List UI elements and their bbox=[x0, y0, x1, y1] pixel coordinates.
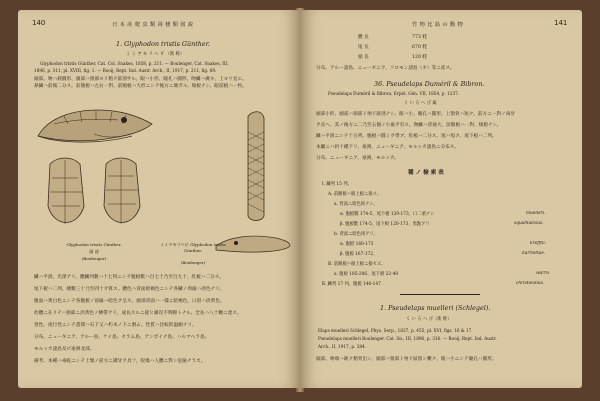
right-body-line-0: 頭部小形、頭部ハ頸部ト殆ド區別ナシ。眼ハ小、瞳孔ハ圓形。上顎骨ハ短ク、前方ニ一對ノ毒牙 bbox=[316, 112, 516, 117]
fig-caption-left-credit: (Boulenger) bbox=[81, 256, 107, 261]
left-synonymy-2: 1896, p. 311, pl. XVIII, fig. 1. — Rooij, Rept. Ind. Austr. Arch., II, 1917, p. 211, fig. 89. bbox=[34, 68, 217, 73]
measure-value-1: 670 粍 bbox=[412, 45, 428, 50]
key-species-10: christieanus. bbox=[516, 281, 545, 286]
right-genus-jp-name: く い ろ へ び 属 bbox=[404, 101, 437, 106]
species2-synonymy-0: Elaps muelleri Schlegel, Phys. Serp., 1837, p. 455, pl. XVI, figs. 16 & 17. bbox=[318, 328, 473, 333]
measure-label-1: 尾 長 bbox=[358, 45, 369, 50]
left-page-number: 140 bbox=[32, 19, 46, 27]
species2-synonymy-2: Arch., II, 1917, p. 284. bbox=[318, 344, 367, 349]
fig-caption-left-sub: 頭 部 bbox=[89, 249, 99, 254]
key-line-4: β. 腹板數 174-5、尾下板 120-173、黒點アリ bbox=[340, 222, 430, 227]
species2-synonymy-1: Pseudelaps muelleri Boulenger, Cat. Sn., III, 1896, p. 316. — Rooij, Rept. Ind. Austr. bbox=[318, 336, 497, 341]
key-line-10: Ⅱ. 鱗列 17 列。腹板 140-147 bbox=[322, 282, 381, 287]
left-species-title: 1. Glyphodon tristis Günther. bbox=[116, 40, 211, 48]
left-body-line-3: 尾下板ハ二列、總數三十乃至四十ヲ算ス。體色ハ背面暗褐色ニシテ各鱗ノ周縁ハ淡色ナリ。 bbox=[34, 287, 225, 292]
right-body-line-2: 鱗ハ平滑ニシテ十五列。腹板ハ圓ミヲ帯ブ。肛板ハ二分ス。尾ハ短ク、尾下板ハ二列。 bbox=[316, 134, 497, 139]
right-page bbox=[300, 10, 582, 388]
key-species-4: squamulosus. bbox=[514, 221, 544, 226]
key-line-8: B. 前額板ハ眼上板ニ接セズ。 bbox=[328, 262, 386, 267]
left-body-line-6: 習性。夜行性ニシテ晝間ハ石下又ハ朽木ノ下ニ潛ム。性質ハ比較的温順ナリ。 bbox=[34, 323, 197, 328]
measure-label-2: 頭 長 bbox=[358, 55, 369, 60]
key-species-6: krefftii. bbox=[530, 241, 547, 246]
species2-body: 頭部。吻端ハ鈍ク稍突出シ、頭部ハ頸部ト殆ド區別シ難ク、眼ハ小ニシテ瞳孔ハ圓形。 bbox=[316, 357, 497, 362]
key-line-5: b. 背面ニ暗色斑アリ。 bbox=[334, 232, 378, 237]
section-divider bbox=[400, 294, 480, 295]
measure-label-0: 體 長 bbox=[358, 35, 369, 40]
snake-body-scales-illustration bbox=[240, 112, 270, 224]
left-body-line-2: 鱗ハ平滑、光澤アリ。體鱗列數ハ十七列ニシテ腹板數ハ百七十乃至百九十、肛板ハ二分ス。 bbox=[34, 275, 225, 280]
right-distribution-note: 分布。アルー諸島、ニューギニア、ソロモン諸島（オ）等ニ産ス。 bbox=[316, 66, 455, 71]
species2-jp-name: く い ろ へ び（新 称） bbox=[406, 317, 452, 322]
left-body-line-8: モルッカ諸島及ビ豪洲北部。 bbox=[34, 347, 95, 352]
species-key-title: 種 ノ 檢 索 表 bbox=[408, 170, 444, 176]
fig-caption-right-title: ミミヤモリヘビ Glyphodon tristis Günther. bbox=[160, 242, 226, 253]
key-line-2: a. 背面ニ暗色斑ナシ。 bbox=[334, 202, 378, 207]
fig-caption-right-credit: (Boulenger) bbox=[180, 260, 206, 265]
key-species-3: muelleri. bbox=[526, 211, 546, 216]
key-line-0: Ⅰ. 鱗列 15 列。 bbox=[322, 182, 352, 187]
snake-head-side-illustration bbox=[34, 94, 158, 148]
key-species-9: warro. bbox=[536, 271, 551, 276]
left-synonymy-1: Glyphodon tristis Günther, Cat. Col. Snakes, 1858, p. 211. — Boulenger, Cat. Snakes, III, bbox=[40, 61, 229, 66]
measure-value-2: 120 粍 bbox=[412, 55, 428, 60]
left-running-head: 日 本 産 爬 虫 類 両 棲 類 図 説 bbox=[112, 22, 194, 28]
right-running-head: 竹 物 比 島 の 動 物 bbox=[412, 22, 464, 28]
right-body-line-1: ヲ具ヘ、其ノ後方ニ二乃至五個ノ小歯ヲ有ス。吻鱗ハ普通大、前額板ハ一對、頬板ナシ。 bbox=[316, 123, 502, 128]
fig-caption-left-title: Glyphodon tristis Günther. bbox=[66, 242, 122, 247]
key-line-3: α. 腹板數 174-5、尾下板 129-173、口二重ナシ bbox=[340, 212, 435, 217]
left-body-line-9: 備考。本種ハ毒蛇ニシテ上顎ノ前方ニ溝牙ヲ具フ。咬傷ハ人體ニ對シ危險ナラズ。 bbox=[34, 359, 206, 364]
left-body-line-4: 腹面ハ黄白色ニシテ各腹板ノ前縁ハ暗色ヲ呈ス。頭部背面ハ一樣ニ暗褐色、口唇ハ淡黄色。 bbox=[34, 299, 225, 304]
key-species-7: harriettae. bbox=[522, 251, 546, 256]
right-genus-title: 36. Pseudelaps Duméril & Bibron. bbox=[374, 80, 485, 88]
right-page-number: 141 bbox=[554, 19, 568, 27]
key-line-6: α. 腹板 160-173 bbox=[340, 242, 374, 247]
species2-title: 1. Pseudelaps muelleri (Schlegel). bbox=[380, 304, 491, 312]
key-line-1: A. 前額板ハ眼上板ニ接ス。 bbox=[328, 192, 382, 197]
key-line-9: a. 腹板 185-206、尾下板 22-40 bbox=[334, 272, 399, 277]
snake-head-top-illustration bbox=[38, 154, 148, 238]
left-body-line-1: 鼻鱗ハ前後二分ス。前額板ハ左右一對、前額板ハ大形ニシテ後方ニ廣ガル。頬板ナシ、眼前板ハ一枚。 bbox=[34, 84, 247, 89]
right-genus-synonymy: Pseudelaps Duméril & Bibron, Erpét. Gén. VII, 1854, p. 1237. bbox=[328, 91, 460, 96]
left-page bbox=[18, 10, 300, 388]
right-body-line-4: 分布。ニューギニア、豪洲、モルッカ。 bbox=[316, 156, 400, 161]
key-line-7: β. 腹板 167-172、 bbox=[340, 252, 378, 257]
left-jp-name: ミ ミ ヤ モ リ ヘ ビ （新 称） bbox=[126, 52, 185, 57]
right-body-line-3: 本屬ニハ約十種アリ、豪洲、ニューギニア、モルッカ諸島ニ分布ス。 bbox=[316, 145, 460, 150]
left-body-line-5: 幼體ニ在リテハ頸部ニ淡黄色ノ横帶アリ、成長スルニ從ヒ漸次不明瞭トナル。全長ハ八十糎ニ達ス。 bbox=[34, 311, 242, 316]
left-body-line-0: 頭部。吻ハ鈍圓形、頭部ハ頸部ヨリ稍ク區別サル。眼ハ小形、瞳孔ハ圓形。吻鱗ハ廣キ、上ヨリ見エ。 bbox=[34, 77, 247, 82]
measure-value-0: 773 粍 bbox=[412, 35, 428, 40]
left-body-line-7: 分布。ニューギニア、アルー島、ケイ島、セラム島、アンボイナ島、ハルマヘラ島、 bbox=[34, 335, 210, 340]
